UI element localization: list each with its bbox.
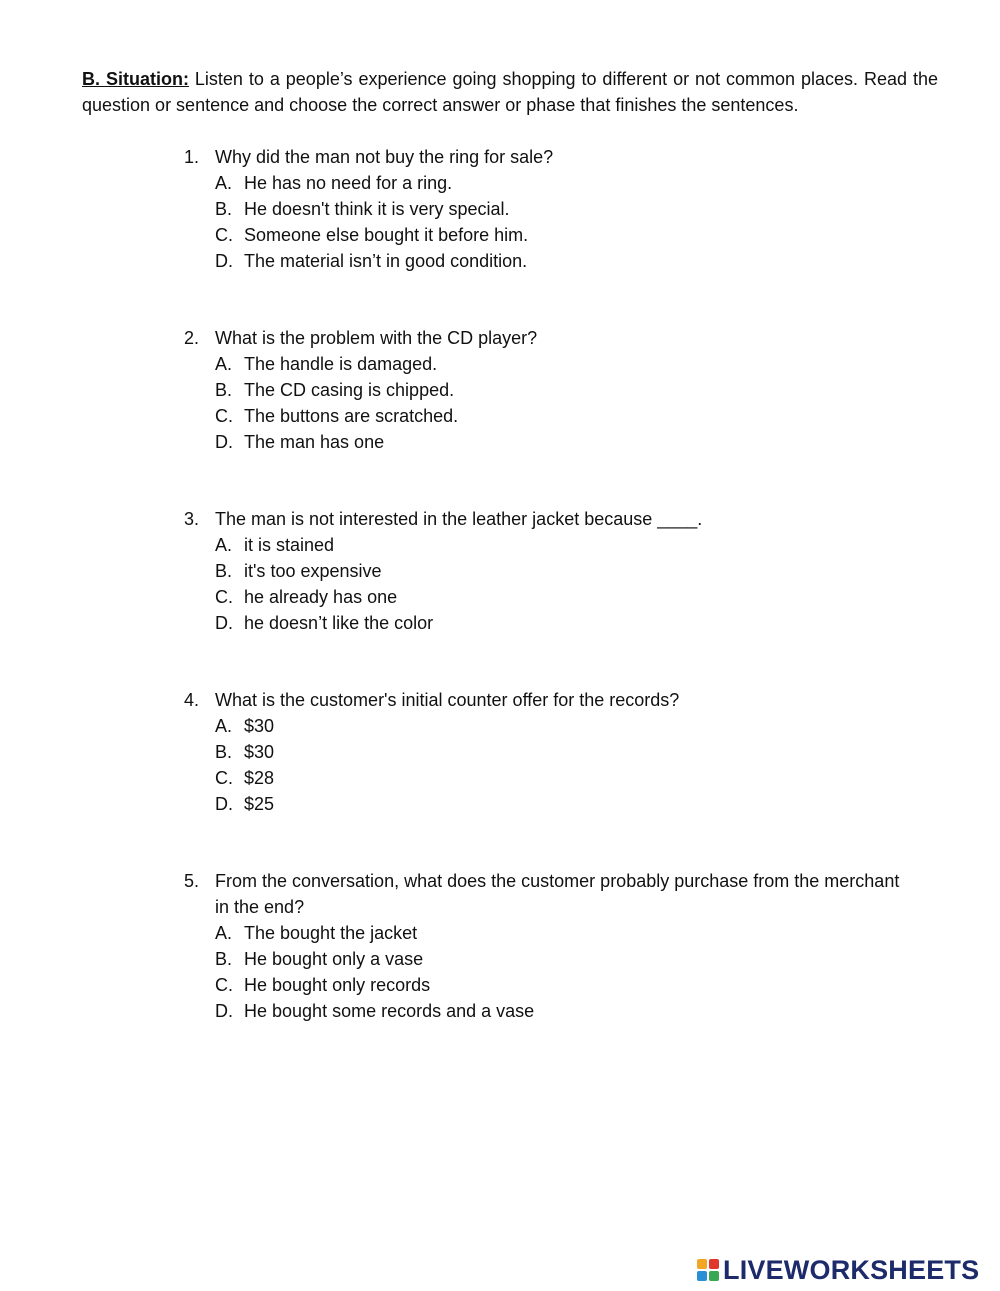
answer-option[interactable] (215, 765, 904, 791)
logo-square (697, 1259, 707, 1269)
option-text: $28 (244, 768, 275, 788)
option-text: The handle is damaged. (244, 354, 438, 374)
answer-options (215, 532, 904, 636)
option-text: he doesn’t like the color (244, 613, 434, 633)
option-text: He doesn't think it is very special. (244, 199, 510, 219)
answer-options (215, 170, 904, 274)
option-letter: B. (215, 199, 233, 219)
option-letter: D. (215, 1001, 233, 1021)
answer-option[interactable] (215, 403, 904, 429)
question-item (184, 506, 904, 636)
option-letter: B. (215, 561, 233, 581)
question-list (184, 144, 904, 1075)
option-letter: C. (215, 768, 233, 788)
answer-option[interactable] (215, 920, 904, 946)
question-item (184, 325, 904, 455)
option-text: it's too expensive (244, 561, 382, 581)
answer-option[interactable] (215, 351, 904, 377)
option-letter: A. (215, 173, 233, 193)
logo-text: LIVEWORKSHEETS (723, 1254, 980, 1285)
question-text: What is the problem with the CD player? (215, 328, 538, 348)
answer-option[interactable] (215, 998, 904, 1024)
logo-square (697, 1271, 707, 1281)
option-text: He bought some records and a vase (244, 1001, 535, 1021)
answer-option[interactable] (215, 558, 904, 584)
option-text: $30 (244, 742, 275, 762)
question-item (184, 868, 904, 1024)
option-letter: B. (215, 742, 233, 762)
question-number: 1. (184, 147, 200, 167)
option-text: he already has one (244, 587, 398, 607)
option-text: Someone else bought it before him. (244, 225, 529, 245)
question-text: From the conversation, what does the customer probably purchase from the merchant in the end? (215, 871, 900, 917)
option-letter: C. (215, 975, 233, 995)
answer-option[interactable] (215, 791, 904, 817)
option-letter: A. (215, 716, 233, 736)
liveworksheets-logo-icon (697, 1259, 719, 1281)
option-letter: A. (215, 923, 233, 943)
answer-option[interactable] (215, 972, 904, 998)
answer-option[interactable] (215, 532, 904, 558)
option-text: The man has one (244, 432, 385, 452)
option-text: $30 (244, 716, 275, 736)
option-letter: B. (215, 380, 233, 400)
logo-square (709, 1271, 719, 1281)
answer-option[interactable] (215, 170, 904, 196)
option-letter: D. (215, 794, 233, 814)
option-text: it is stained (244, 535, 335, 555)
option-text: The buttons are scratched. (244, 406, 459, 426)
question-number: 3. (184, 509, 200, 529)
option-letter: C. (215, 225, 233, 245)
question-text: What is the customer's initial counter offer for the records? (215, 690, 680, 710)
option-letter: A. (215, 535, 233, 555)
question-item (184, 687, 904, 817)
option-text: $25 (244, 794, 275, 814)
option-letter: A. (215, 354, 233, 374)
answer-option[interactable] (215, 739, 904, 765)
answer-option[interactable] (215, 196, 904, 222)
answer-options (215, 920, 904, 1024)
question-item (184, 144, 904, 274)
question-text: Why did the man not buy the ring for sale? (215, 147, 554, 167)
answer-options (215, 351, 904, 455)
answer-option[interactable] (215, 377, 904, 403)
option-letter: D. (215, 432, 233, 452)
instructions-paragraph (82, 66, 938, 118)
option-text: The bought the jacket (244, 923, 418, 943)
question-number: 5. (184, 871, 200, 891)
instructions-text: Listen to a people’s experience going shopping to different or not common places. Read the question or sentence and choose the correct answer or phase that finishes the sentences. (82, 69, 938, 115)
answer-option[interactable] (215, 713, 904, 739)
option-letter: B. (215, 949, 233, 969)
option-text: He bought only records (244, 975, 431, 995)
answer-option[interactable] (215, 429, 904, 455)
option-text: The CD casing is chipped. (244, 380, 455, 400)
answer-option[interactable] (215, 222, 904, 248)
liveworksheets-logo[interactable] (697, 1255, 979, 1285)
option-letter: D. (215, 613, 233, 633)
option-letter: C. (215, 406, 233, 426)
answer-option[interactable] (215, 946, 904, 972)
logo-square (709, 1259, 719, 1269)
answer-option[interactable] (215, 248, 904, 274)
option-text: He bought only a vase (244, 949, 424, 969)
option-letter: C. (215, 587, 233, 607)
question-number: 2. (184, 328, 200, 348)
option-text: The material isn’t in good condition. (244, 251, 528, 271)
option-letter: D. (215, 251, 233, 271)
question-text: The man is not interested in the leather jacket because ____. (215, 509, 703, 529)
answer-option[interactable] (215, 610, 904, 636)
option-text: He has no need for a ring. (244, 173, 453, 193)
section-heading: B. Situation: (82, 69, 189, 89)
question-number: 4. (184, 690, 200, 710)
answer-options (215, 713, 904, 817)
answer-option[interactable] (215, 584, 904, 610)
